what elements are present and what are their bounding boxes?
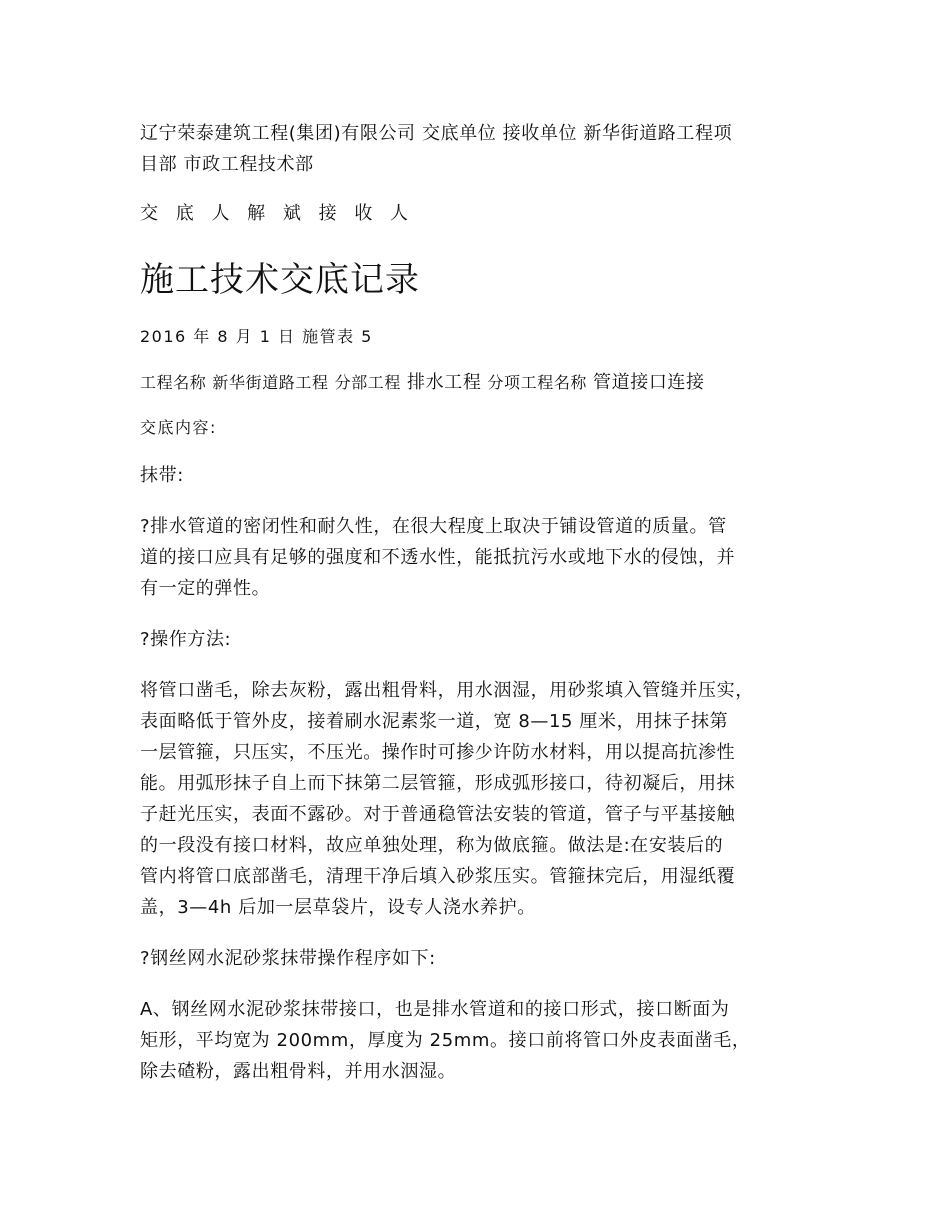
paragraph-line: 道的接口应具有足够的强度和不透水性，能抵抗污水或地下水的侵蚀，并 [140,547,736,568]
paragraph-line: ?排水管道的密闭性和耐久性，在很大程度上取决于铺设管道的质量。管 [140,516,727,537]
paragraph-line: 表面略低于管外皮，接着刷水泥素浆一道，宽 8—15 厘米，用抹子抹第 [140,711,729,732]
section-title-2: ?操作方法: [140,629,232,650]
project-info-line [140,367,840,398]
paragraph-line: 盖，3—4h 后加一层草袋片，设专人浇水养护。 [140,897,536,918]
section-title-1: 抹带: [140,465,184,486]
paragraph-line: 管内将管口底部凿毛，清理干净后填入砂浆压实。管箍抹完后，用湿纸覆 [140,866,736,887]
project-name-value: 新华街道路工程 [212,373,329,392]
paragraph-line: 有一定的弹性。 [140,578,271,599]
paragraph-3 [140,994,840,1087]
page-title: 施工技术交底记录 [140,260,420,300]
paragraph-line: A、钢丝网水泥砂浆抹带接口，也是排水管道和的接口形式，接口断面为 [140,999,730,1020]
header-persons: 交 底 人 解 斌 接 收 人 [140,203,415,224]
paragraph-line: 能。用弧形抹子自上而下抹第二层管箍，形成弧形接口，待初凝后，用抹 [140,773,736,794]
date-line: 2016 年 8 月 1 日 施管表 5 [140,327,373,346]
header-units [140,118,840,180]
project-item-value: 管道接口连接 [593,372,705,393]
paragraph-line: 除去碴粉，露出粗骨料，并用水洇湿。 [140,1061,457,1082]
content-label: 交底内容: [140,418,217,437]
project-item-label: 分项工程名称 [487,373,588,392]
paragraph-line: 子赶光压实，表面不露砂。对于普通稳管法安装的管道，管子与平基接触 [140,804,736,825]
section-title-3: ?钢丝网水泥砂浆抹带操作程序如下: [140,948,436,969]
header-line-2: 目部 市政工程技术部 [140,154,314,175]
paragraph-line: 的一段没有接口材料，故应单独处理，称为做底箍。做法是:在安装后的 [140,835,724,856]
paragraph-1 [140,511,840,604]
document-page [140,118,840,1087]
paragraph-2 [140,675,840,923]
project-part-value: 排水工程 [407,372,482,393]
project-name-label: 工程名称 [140,373,207,392]
paragraph-line: 将管口凿毛，除去灰粉，露出粗骨料，用水洇湿，用砂浆填入管缝并压实， [140,680,754,701]
project-part-label: 分部工程 [334,373,402,392]
header-line-1: 辽宁荣泰建筑工程(集团)有限公司 交底单位 接收单位 新华街道路工程项 [140,123,733,144]
paragraph-line: 矩形，平均宽为 200mm，厚度为 25mm。接口前将管口外皮表面凿毛， [140,1030,751,1051]
paragraph-line: 一层管箍，只压实，不压光。操作时可掺少许防水材料，用以提高抗渗性 [140,742,736,763]
